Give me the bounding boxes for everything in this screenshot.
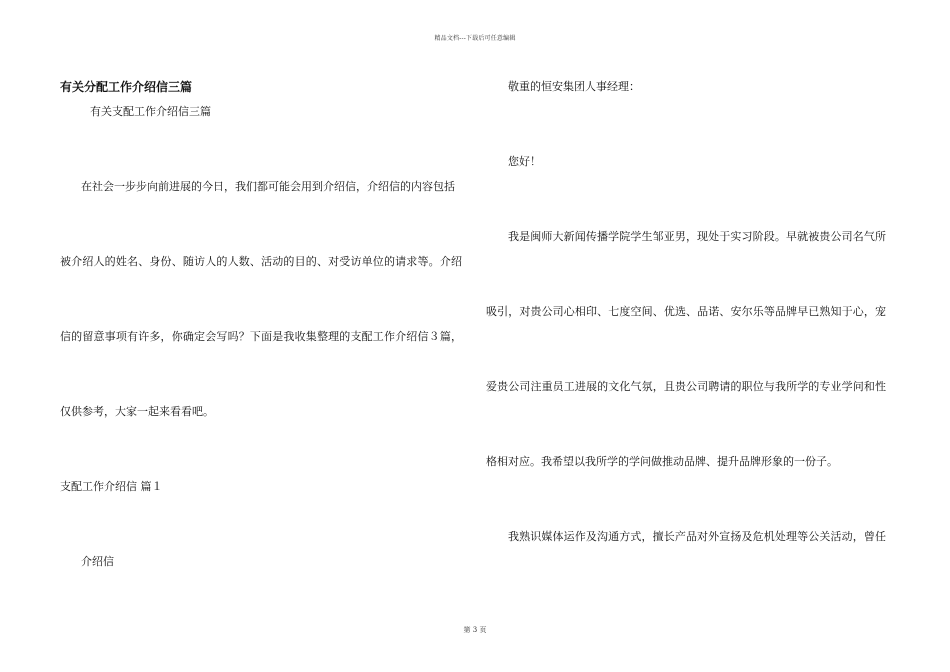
document-subtitle: 有关支配工作介绍信三篇	[90, 105, 211, 118]
intro-paragraph-line-3: 信的留意事项有许多，你确定会写吗？下面是我收集整理的支配工作介绍信３篇，	[60, 330, 462, 343]
letter-greeting: 您好！	[508, 155, 541, 168]
letter-body-line-4: 格相对应。我希望以我所学的学问做推动品牌、提升品牌形象的一份子。	[486, 455, 838, 468]
letter-salutation: 敬重的恒安集团人事经理：	[508, 80, 640, 93]
page-header-note: 精品文档---下载后可任意编辑	[434, 35, 516, 42]
letter-body-line-2: 吸引，对贵公司心相印、七度空间、优选、品诺、安尔乐等品牌早已熟知于心，宠	[486, 305, 886, 318]
intro-paragraph-line-4: 仅供参考，大家一起来看看吧。	[60, 405, 214, 418]
letter-body-line-3: 爱贵公司注重员工进展的文化气氛，且贵公司聘请的职位与我所学的专业学问和性	[486, 380, 886, 393]
letter-body-line-1: 我是闽师大新闻传播学院学生邹亚男，现处于实习阶段。早就被贵公司名气所	[508, 230, 886, 243]
page-number: 第 3 页	[463, 626, 487, 634]
intro-paragraph-line-1: 在社会一步步向前进展的今日，我们都可能会用到介绍信，介绍信的内容包括	[81, 180, 455, 193]
letter-heading: 介绍信	[81, 555, 114, 568]
intro-paragraph-line-2: 被介绍人的姓名、身份、随访人的人数、活动的目的、对受访单位的请求等。介绍	[60, 255, 462, 268]
letter-body-line-5: 我熟识媒体运作及沟通方式，擅长产品对外宣扬及危机处理等公关活动，曾任	[508, 530, 886, 543]
section-heading: 支配工作介绍信 篇１	[60, 480, 163, 493]
document-title: 有关分配工作介绍信三篇	[60, 80, 193, 94]
